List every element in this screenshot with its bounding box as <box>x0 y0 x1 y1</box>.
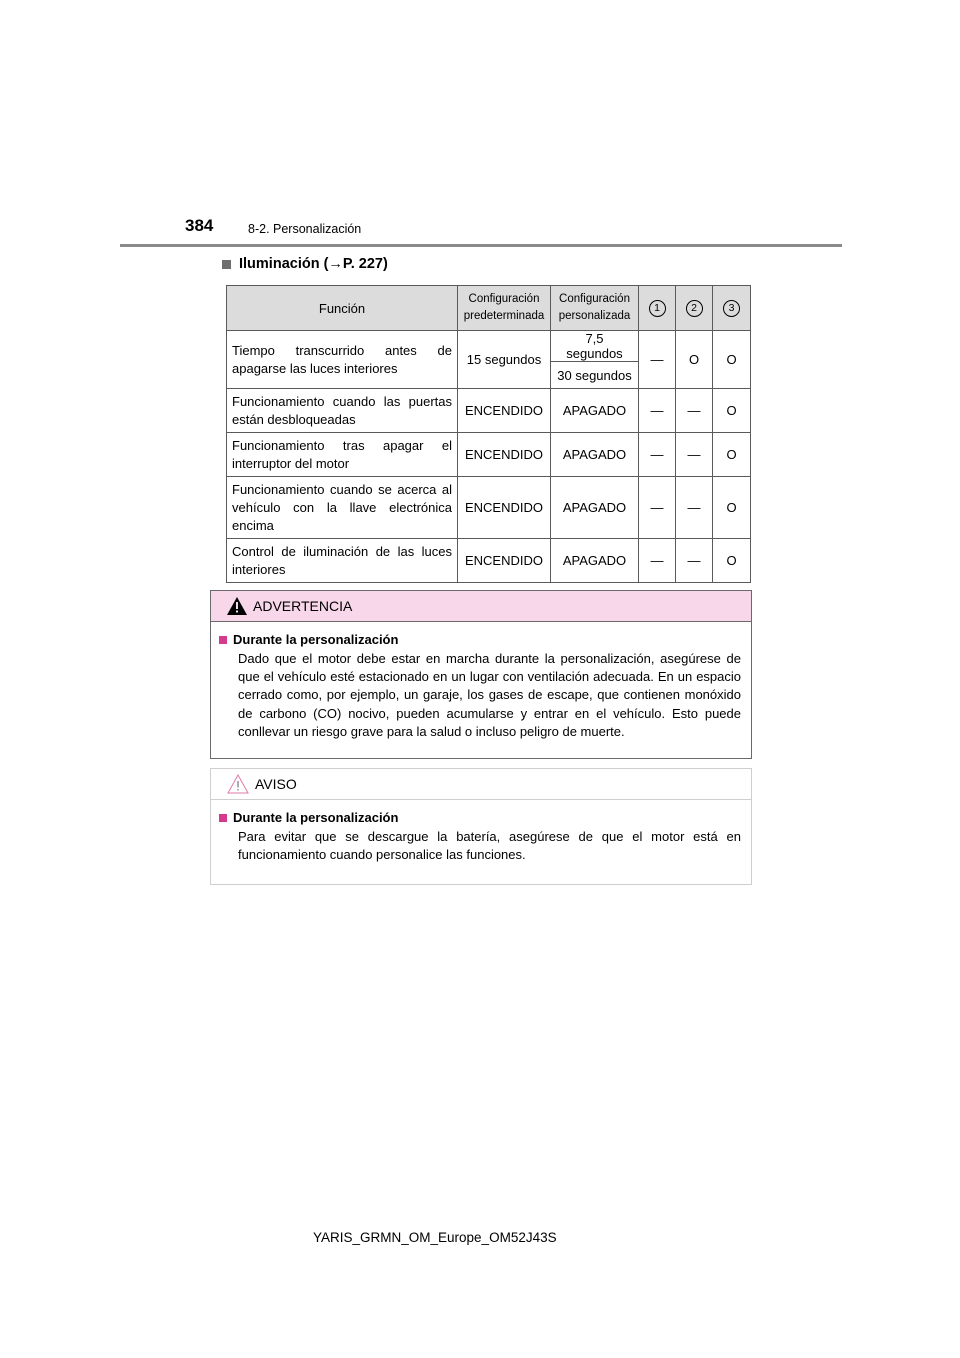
row-custom: APAGADO <box>551 389 639 433</box>
row-function: Funcionamiento tras apagar el interruptor del motor <box>227 433 458 477</box>
notice-body <box>211 800 751 864</box>
row-c3: O <box>713 477 751 539</box>
header-default-line2: predeterminada <box>463 310 545 322</box>
row-custom-alt: 30 segundos <box>551 362 639 389</box>
notice-item-text: Para evitar que se descargue la batería, asegúrese de que el motor está en funcionamiento cuando personalice las funciones. <box>238 829 741 863</box>
row-c2: — <box>676 477 713 539</box>
circled-1-icon: 1 <box>649 300 666 317</box>
header-rule <box>120 244 842 247</box>
row-c1: — <box>639 433 676 477</box>
notice-title: AVISO <box>255 776 297 792</box>
circled-3-icon: 3 <box>723 300 740 317</box>
row-c1: — <box>639 539 676 583</box>
row-c1: — <box>639 389 676 433</box>
row-custom: 7,5 segundos <box>551 331 639 362</box>
header-custom-line2: personalizada <box>558 310 631 322</box>
row-function: Control de iluminación de las luces interiores <box>227 539 458 583</box>
pink-square-bullet-icon <box>219 636 227 644</box>
row-c3: O <box>713 433 751 477</box>
warning-item-heading <box>219 632 741 647</box>
subsection-title: Iluminación (→P. 227) <box>239 256 388 272</box>
row-default: ENCENDIDO <box>458 433 551 477</box>
header-col1 <box>639 286 676 331</box>
caution-triangle-outline-icon <box>227 774 249 794</box>
table-row <box>227 389 751 433</box>
row-default: 15 segundos <box>458 331 551 389</box>
warning-triangle-icon <box>227 597 247 615</box>
warning-body <box>211 622 751 741</box>
row-function: Funcionamiento cuando las puertas están desbloqueadas <box>227 389 458 433</box>
row-c3: O <box>713 539 751 583</box>
circled-2-icon: 2 <box>686 300 703 317</box>
row-custom: APAGADO <box>551 539 639 583</box>
warning-box <box>210 590 752 759</box>
row-default: ENCENDIDO <box>458 477 551 539</box>
subsection-heading <box>222 256 388 272</box>
row-c2: — <box>676 539 713 583</box>
table-row <box>227 331 751 362</box>
table-header-row <box>227 286 751 331</box>
table-row <box>227 433 751 477</box>
header-col3 <box>713 286 751 331</box>
page-number: 384 <box>185 216 214 235</box>
pink-square-bullet-icon <box>219 814 227 822</box>
warning-title-bar <box>211 591 751 622</box>
header-custom <box>551 286 639 331</box>
header-col2 <box>676 286 713 331</box>
row-c3: O <box>713 389 751 433</box>
bullet-square-icon <box>222 260 231 269</box>
table-row <box>227 477 751 539</box>
settings-table <box>226 285 751 583</box>
header-default-line1: Configuración <box>468 293 540 305</box>
notice-item-title: Durante la personalización <box>233 810 399 825</box>
row-c2: — <box>676 433 713 477</box>
footer-code: YARIS_GRMN_OM_Europe_OM52J43S <box>313 1230 557 1245</box>
warning-item-text: Dado que el motor debe estar en marcha durante la personalización, asegúrese de que el vehículo esté estacionado en un lugar con ventilación adecuada. En un espacio cerrado como, por ejemplo, un garaje, los gases de escape, que contienen monóxido de carbono (CO) nocivo, pueden acumularse y entrar en el vehículo. Esto puede conllevar un riesgo grave para la salud o incluso peligro de muerte. <box>238 651 741 739</box>
notice-box <box>210 768 752 885</box>
header-function: Función <box>227 286 458 331</box>
row-custom: APAGADO <box>551 433 639 477</box>
notice-title-bar <box>211 769 751 800</box>
row-function: Tiempo transcurrido antes de apagarse las luces interiores <box>227 331 458 389</box>
row-default: ENCENDIDO <box>458 389 551 433</box>
warning-title: ADVERTENCIA <box>253 598 353 614</box>
notice-item-heading <box>219 810 741 825</box>
row-default: ENCENDIDO <box>458 539 551 583</box>
row-custom: APAGADO <box>551 477 639 539</box>
section-header: 8-2. Personalización <box>248 222 362 236</box>
header-default <box>458 286 551 331</box>
row-c2: — <box>676 389 713 433</box>
row-c1: — <box>639 331 676 389</box>
row-c2: O <box>676 331 713 389</box>
table-row <box>227 539 751 583</box>
row-c1: — <box>639 477 676 539</box>
header-custom-line1: Configuración <box>559 293 630 305</box>
row-function: Funcionamiento cuando se acerca al vehículo con la llave electrónica encima <box>227 477 458 539</box>
warning-item-title: Durante la personalización <box>233 632 399 647</box>
row-c3: O <box>713 331 751 389</box>
